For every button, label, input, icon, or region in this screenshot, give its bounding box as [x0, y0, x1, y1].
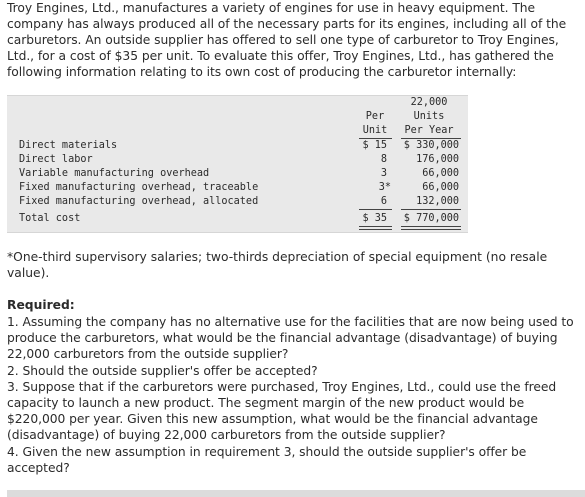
row-unit-cost: $ 15	[362, 140, 387, 151]
row-year-cost: 66,000	[422, 168, 459, 179]
row-label: Fixed manufacturing overhead, allocated	[19, 196, 259, 207]
requirements-list	[7, 314, 583, 476]
subtotal-underline-year	[401, 209, 461, 210]
col-header-per-unit-line2: Unit	[362, 125, 388, 136]
row-label: Direct materials	[19, 140, 118, 151]
row-unit-cost: 8	[380, 154, 387, 165]
total-double-underline-year	[401, 226, 461, 230]
bottom-divider	[7, 490, 585, 497]
problem-intro: Troy Engines, Ltd., manufactures a variety of engines for use in heavy equipment. The company has always produced all of the necessary parts for its engines, including all of the carburetors. An outside supplier has offered to sell one type of carburetor to Troy Engines, Ltd., for a cost of $35 per unit. To evaluate this offer, Troy Engines, Ltd., has gathered the following information relating to its own cost of producing the carburetor internally:	[7, 1, 567, 80]
col-header-year-line1: 22,000	[410, 97, 448, 108]
row-unit-cost: 3*	[378, 182, 391, 193]
subtotal-underline-unit	[359, 209, 392, 210]
col2-header-underline	[401, 138, 461, 139]
requirement-3: 3. Suppose that if the carburetors were purchased, Troy Engines, Ltd., could use the freed capacity to launch a new product. The segment margin of the new product would be $220,000 per year. Given this new assumption, what would be the financial advantage (disadvantage) of buying 22,000 carburetors from the outside supplier?	[7, 379, 557, 443]
col-header-year-line2: Units	[413, 111, 445, 122]
row-year-cost: 176,000	[416, 154, 459, 165]
total-double-underline-unit	[359, 226, 392, 230]
row-unit-cost: 6	[380, 196, 387, 207]
row-label: Direct labor	[19, 154, 93, 165]
row-unit-cost: 3	[380, 168, 387, 179]
requirement-2: 2. Should the outside supplier's offer be accepted?	[7, 363, 318, 378]
cost-table	[7, 95, 468, 233]
row-year-cost: $ 330,000	[403, 140, 459, 151]
col-header-per-unit-line1: Per	[365, 111, 385, 122]
required-heading: Required:	[7, 298, 75, 312]
table-footnote: *One-third supervisory salaries; two-thirds depreciation of special equipment (no resale value).	[7, 250, 548, 280]
row-year-cost: 66,000	[422, 182, 459, 193]
row-label: Fixed manufacturing overhead, traceable	[19, 182, 259, 193]
row-year-cost: 132,000	[416, 196, 459, 207]
total-year-cost: $ 770,000	[403, 213, 459, 224]
total-label: Total cost	[19, 213, 81, 224]
col-header-year-line3: Per Year	[404, 125, 454, 136]
row-label: Variable manufacturing overhead	[19, 168, 210, 179]
total-unit-cost: $ 35	[362, 213, 387, 224]
requirement-1: 1. Assuming the company has no alternative use for the facilities that are now being used to produce the carburetors, what would be the financial advantage (disadvantage) of buying 22,000 carburetors from the outside supplier?	[7, 315, 574, 362]
requirement-4: 4. Given the new assumption in requirement 3, should the outside supplier's offer be accepted?	[7, 444, 527, 475]
col1-header-underline	[359, 138, 392, 139]
